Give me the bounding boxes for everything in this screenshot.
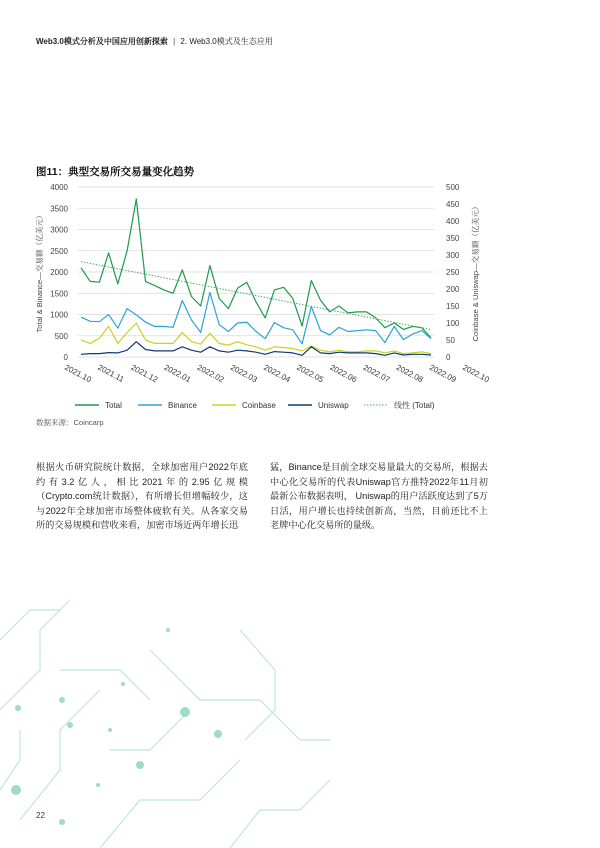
- y-tick-left: 3500: [50, 204, 68, 214]
- exchange-volume-chart: [0, 170, 600, 420]
- y-tick-right: 100: [446, 319, 460, 328]
- deco-line: [60, 670, 150, 700]
- deco-dot: [15, 705, 21, 711]
- legend-label: Uniswap: [318, 401, 349, 410]
- x-tick-label: 2022.01: [162, 362, 193, 385]
- y-tick-right: 250: [446, 268, 460, 277]
- series-line-uniswap: [81, 342, 431, 356]
- x-tick-label: 2022.05: [295, 362, 325, 385]
- deco-line: [240, 630, 275, 740]
- deco-dot: [136, 761, 144, 769]
- page-number: 22: [36, 811, 45, 820]
- body-text-left: 根据火币研究院统计数据，全球加密用户2022年底约有3.2亿人，相比2021年的2.95亿规模（Crypto.com统计数据），有所增长但增幅较少，这与2022年全球加密市场整体疲软有关。从各家交易所的交易规模和营收来看，加密市场近两年增长迅: [36, 462, 248, 531]
- page-header: [36, 36, 273, 47]
- y-tick-right: 50: [446, 336, 455, 345]
- y-tick-right: 450: [446, 200, 460, 209]
- deco-line: [230, 780, 330, 848]
- y-tick-right: 350: [446, 234, 460, 243]
- y-tick-right: 0: [446, 353, 451, 362]
- deco-line: [150, 650, 330, 740]
- decorative-network-pattern: [0, 590, 600, 848]
- deco-dot: [214, 730, 222, 738]
- y-tick-left: 1000: [50, 310, 68, 320]
- deco-line: [100, 760, 240, 848]
- deco-dot: [11, 785, 21, 795]
- y-tick-left: 0: [63, 353, 68, 362]
- x-tick-label: 2022.06: [328, 362, 359, 385]
- header-section: 2. Web3.0模式及生态应用: [180, 37, 273, 46]
- deco-dot: [166, 628, 170, 632]
- x-tick-label: 2022.03: [228, 362, 259, 385]
- y-tick-right: 500: [446, 183, 460, 192]
- figure-source: 数据来源：Coincarp: [36, 418, 104, 427]
- x-tick-label: 2021.10: [63, 362, 93, 385]
- legend-label: Binance: [168, 401, 197, 410]
- x-tick-label: 2022.07: [361, 362, 392, 385]
- deco-dot: [59, 819, 65, 825]
- legend-label: Total: [105, 401, 122, 410]
- x-tick-label: 2022.08: [394, 362, 425, 385]
- deco-dot: [180, 707, 190, 717]
- y-tick-left: 2500: [50, 246, 68, 256]
- deco-line: [110, 715, 185, 750]
- series-line-total: [81, 199, 431, 338]
- deco-dot: [121, 682, 125, 686]
- y-tick-right: 200: [446, 285, 460, 294]
- y-tick-left: 2000: [50, 268, 68, 277]
- y-tick-left: 1500: [50, 289, 68, 299]
- y-tick-left: 500: [54, 331, 68, 341]
- x-tick-label: 2022.10: [461, 362, 491, 385]
- series-line-coinbase: [81, 323, 431, 354]
- x-tick-label: 2022.04: [262, 362, 292, 385]
- legend-label: 线性 (Total): [394, 401, 435, 410]
- y-axis-label-left: Total & Binance—交易额（亿美元）: [35, 211, 44, 333]
- figure-title: 图11：典型交易所交易量变化趋势: [36, 166, 195, 178]
- deco-dot: [67, 722, 73, 728]
- deco-line: [0, 600, 70, 710]
- x-tick-label: 2022.09: [427, 362, 458, 385]
- deco-line: [0, 730, 20, 790]
- header-separator: |: [173, 37, 176, 46]
- body-text-right: 猛，Binance是目前全球交易量最大的交易所，根据去中心化交易所的代表Uniswap官方推特2022年11月初最新公布数据表明， Uniswap的用户活跃度达到了5万日活，用户增长也持续创新高，当然，目前还比不上老牌中心化交易所的量级。: [270, 462, 488, 531]
- y-tick-right: 400: [446, 217, 460, 226]
- deco-line: [20, 690, 100, 820]
- deco-dot: [59, 697, 65, 703]
- y-axis-label-right: Coinbase & Uniswap—交易额（亿美元）: [471, 202, 480, 342]
- y-tick-left: 3000: [50, 225, 68, 235]
- x-tick-label: 2022.02: [195, 362, 226, 385]
- x-tick-label: 2021.11: [96, 362, 126, 385]
- deco-dot: [108, 728, 112, 732]
- header-title: Web3.0模式分析及中国应用创新探索: [36, 37, 168, 46]
- deco-line: [0, 610, 60, 640]
- x-tick-label: 2021.12: [129, 362, 160, 385]
- legend-label: Coinbase: [242, 401, 276, 410]
- y-tick-right: 300: [446, 251, 460, 260]
- deco-dot: [96, 783, 100, 787]
- y-tick-left: 4000: [50, 183, 68, 192]
- y-tick-right: 150: [446, 302, 460, 311]
